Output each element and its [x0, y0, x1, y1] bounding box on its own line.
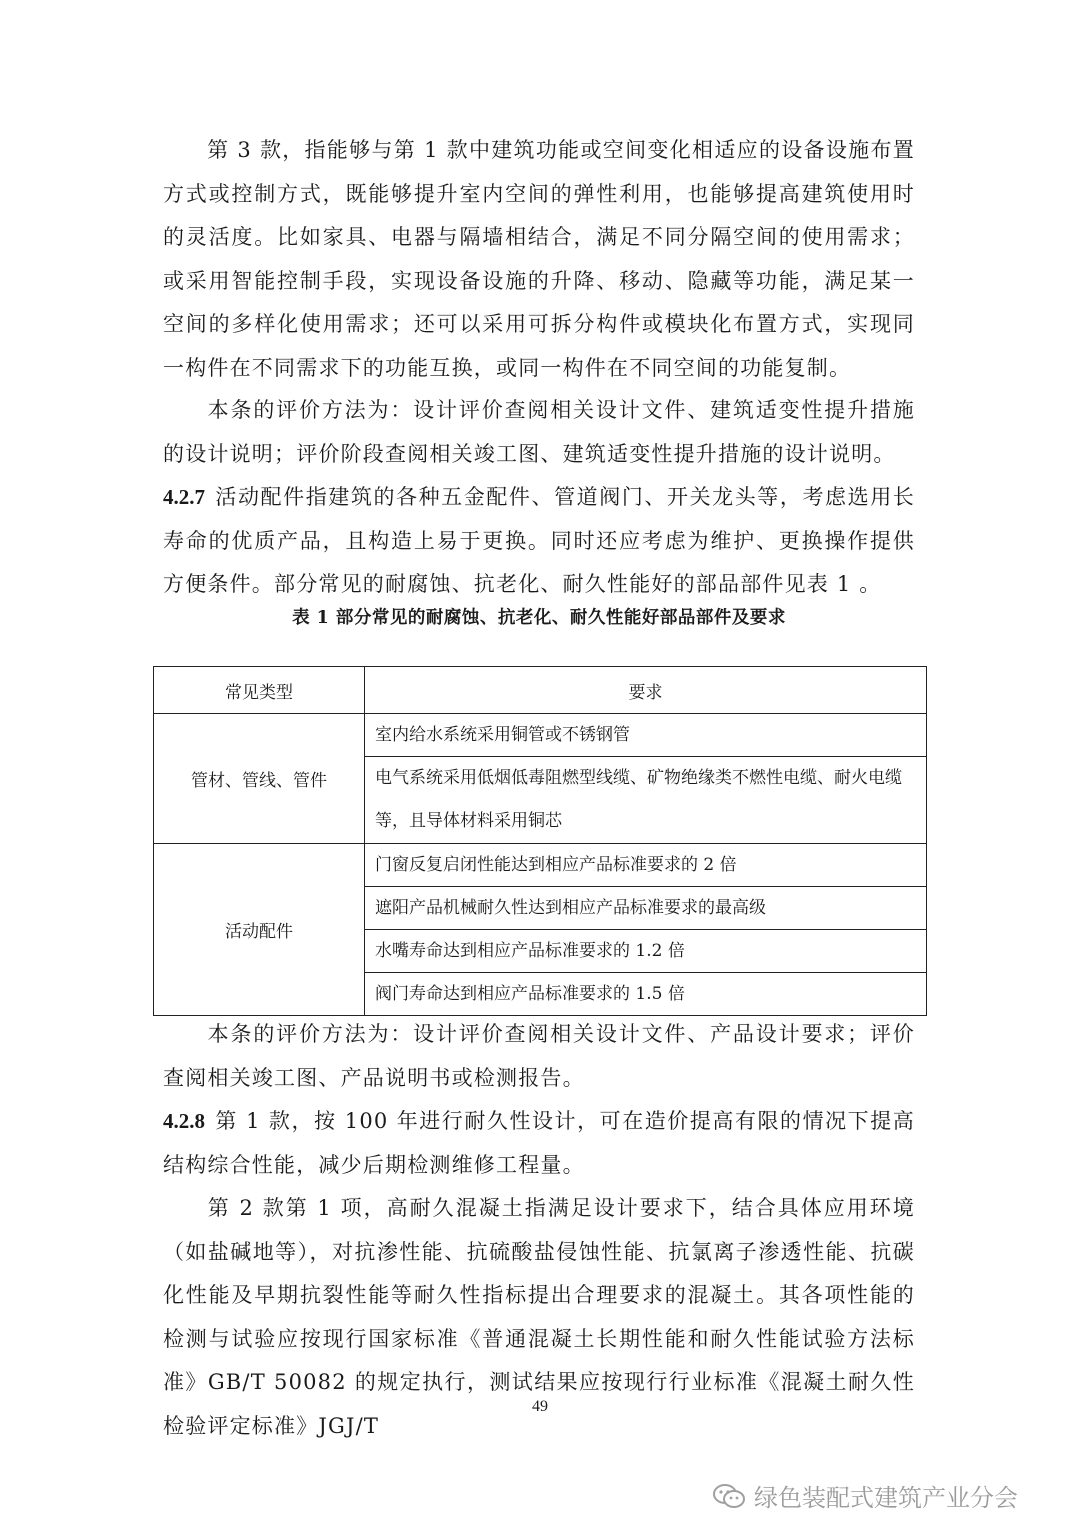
- table-caption: 表 1 部分常见的耐腐蚀、抗老化、耐久性能好部品部件及要求: [292, 608, 786, 628]
- requirement-cell: 室内给水系统采用铜管或不锈钢管: [365, 714, 927, 757]
- watermark: [712, 1478, 1018, 1513]
- requirement-cell: 水嘴寿命达到相应产品标准要求的 1.2 倍: [365, 930, 927, 973]
- paragraph-clause-3: 第 3 款，指能够与第 1 款中建筑功能或空间变化相适应的设备设施布置方式或控制方式，既能够提升室内空间的弹性利用，也能够提高建筑使用时的灵活度。比如家具、电器与隔墙相结合，满足不同分隔空间的使用需求；或采用智能控制手段，实现设备设施的升降、移动、隐藏等功能，满足某一空间的多样化使用需求；还可以采用可拆分构件或模块化布置方式，实现同一构件在不同需求下的功能互换，或同一构件在不同空间的功能复制。: [163, 138, 915, 380]
- section-number: 4.2.7: [163, 485, 205, 509]
- requirement-cell: 门窗反复启闭性能达到相应产品标准要求的 2 倍: [365, 844, 927, 887]
- watermark-text: 绿色装配式建筑产业分会: [754, 1484, 1018, 1512]
- type-cell-pipes: 管材、管线、管件: [154, 714, 365, 844]
- paragraph-evaluation-2: 本条的评价方法为：设计评价查阅相关设计文件、产品设计要求；评价查阅相关竣工图、产品说明书或检测报告。: [163, 1022, 915, 1090]
- paragraph-4-2-7: 4.2.7 活动配件指建筑的各种五金配件、管道阀门、开关龙头等，考虑选用长寿命的优质产品，且构造上易于更换。同时还应考虑为维护、更换操作提供方便条件。部分常见的耐腐蚀、抗老化、耐久性能好的部品部件见表 1 。: [163, 485, 915, 596]
- header-type: 常见类型: [154, 667, 365, 714]
- paragraph-4-2-8: 4.2.8 第 1 款，按 100 年进行耐久性设计，可在造价提高有限的情况下提高结构综合性能，减少后期检测维修工程量。: [163, 1109, 915, 1177]
- page-number: 49: [532, 1398, 548, 1415]
- paragraph-evaluation-1: 本条的评价方法为：设计评价查阅相关设计文件、建筑适变性提升措施的设计说明；评价阶段查阅相关竣工图、建筑适变性提升措施的设计说明。: [163, 398, 915, 466]
- table-header-row: [154, 667, 927, 714]
- type-cell-fittings: 活动配件: [154, 844, 365, 1016]
- requirements-table: [153, 666, 927, 1016]
- section-number: 4.2.8: [163, 1109, 205, 1133]
- header-requirement: 要求: [365, 667, 927, 714]
- wechat-icon: [712, 1482, 746, 1510]
- table-row: [154, 714, 927, 757]
- requirement-cell: 电气系统采用低烟低毒阻燃型线缆、矿物绝缘类不燃性电缆、耐火电缆等，且导体材料采用铜芯: [365, 757, 927, 844]
- table-row: [154, 844, 927, 887]
- requirement-cell: 遮阳产品机械耐久性达到相应产品标准要求的最高级: [365, 887, 927, 930]
- paragraph-clause-2: 第 2 款第 1 项，高耐久混凝土指满足设计要求下，结合具体应用环境（如盐碱地等），对抗渗性能、抗硫酸盐侵蚀性能、抗氯离子渗透性能、抗碳化性能及早期抗裂性能等耐久性指标提出合理要求的混凝土。其各项性能的检测与试验应按现行国家标准《普通混凝土长期性能和耐久性能试验方法标准》GB/T 50082 的规定执行，测试结果应按现行行业标准《混凝土耐久性检验评定标准》JGJ/T: [163, 1196, 915, 1438]
- requirement-cell: 阀门寿命达到相应产品标准要求的 1.5 倍: [365, 973, 927, 1016]
